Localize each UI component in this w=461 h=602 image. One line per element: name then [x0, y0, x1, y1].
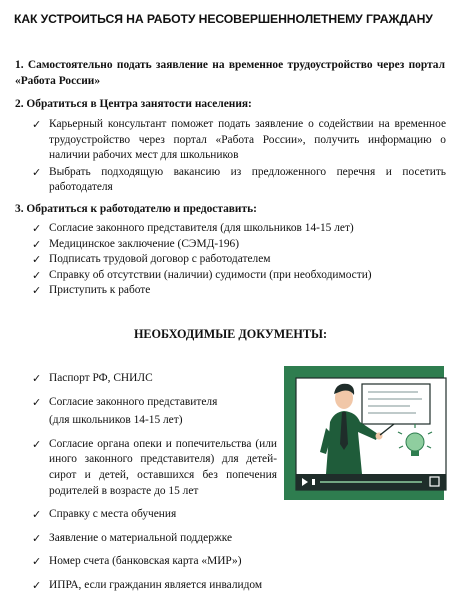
check-icon: ✓	[32, 268, 42, 282]
bulb-base	[411, 451, 419, 456]
check-icon: ✓	[32, 508, 42, 522]
check-icon: ✓	[32, 284, 42, 298]
documents-heading: НЕОБХОДИМЫЕ ДОКУМЕНТЫ:	[133, 327, 328, 341]
check-icon: ✓	[32, 237, 42, 251]
list-item: ✓ Выбрать подходящую вакансию из предложенного перечня и посетить работодателя	[32, 165, 446, 194]
step-2-list	[32, 117, 446, 197]
check-icon: ✓	[32, 395, 42, 409]
list-item: ✓ Подписать трудовой договор с работодателем	[32, 253, 271, 267]
list-item-continuation: (для школьников 14-15 лет)	[49, 414, 183, 427]
presentation-board	[362, 384, 430, 424]
step-1-heading: 1. Самостоятельно подать заявление на временное трудоустройство через портал «Работа России»	[15, 59, 445, 87]
check-icon: ✓	[32, 372, 42, 385]
step-3-list	[32, 221, 446, 299]
teacher-presentation-illustration	[282, 362, 448, 506]
step-3-heading: 3. Обратиться к работодателю и предоставить:	[15, 203, 257, 215]
list-item: ✓ Карьерный консультант поможет подать заявление о содействии на временное трудоустройство через портал «Работа России», получить информацию о наличии рабочих мест для школьников	[32, 118, 446, 162]
list-item: ✓ Номер счета (банковская карта «МИР»)	[32, 555, 242, 569]
check-icon: ✓	[32, 531, 42, 545]
list-item: ✓ Справку об отсутствии (наличии) судимости (при необходимости)	[32, 268, 372, 282]
step-2-heading: 2. Обратиться в Центра занятости населения:	[15, 98, 252, 110]
list-item: ✓ Медицинское заключение (СЭМД-196)	[32, 237, 240, 251]
page-title: КАК УСТРОИТЬСЯ НА РАБОТУ НЕСОВЕРШЕННОЛЕТНЕМУ ГРАЖДАНУ	[14, 12, 433, 26]
list-item: ✓ Паспорт РФ, СНИЛС	[32, 372, 153, 385]
list-item: ✓ Заявление о материальной поддержке	[32, 531, 233, 545]
check-icon: ✓	[32, 253, 42, 267]
check-icon: ✓	[32, 165, 42, 179]
check-icon: ✓	[32, 578, 42, 592]
check-icon: ✓	[32, 555, 42, 569]
list-item: ✓ Приступить к работе	[32, 284, 151, 298]
check-icon: ✓	[32, 437, 42, 451]
volume-icon	[312, 479, 315, 485]
list-item: ✓ Справку с места обучения	[32, 508, 177, 522]
list-item: ✓ Согласие органа опеки и попечительства (или иного законного представителя) для детей-сирот и детей, оставшихся без попечения родителей в возрасте до 15 лет	[32, 437, 277, 497]
check-icon: ✓	[32, 118, 42, 131]
bulb	[406, 433, 424, 451]
list-item: ✓ Согласие законного представителя	[32, 395, 218, 409]
list-item: ✓ ИПРА, если гражданин является инвалидом	[32, 578, 263, 592]
check-icon: ✓	[32, 222, 42, 235]
documents-list	[32, 371, 277, 602]
list-item: ✓ Согласие законного представителя (для школьников 14-15 лет)	[32, 222, 354, 235]
